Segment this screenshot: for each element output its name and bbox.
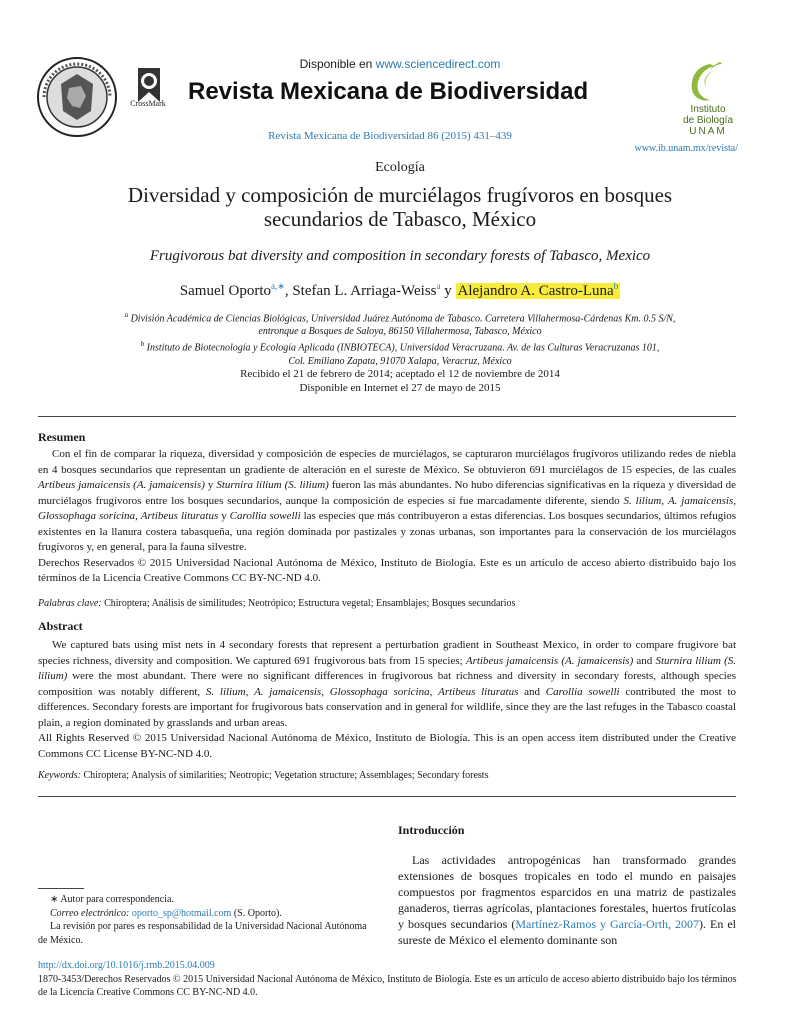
text: , bbox=[429, 685, 439, 698]
article-title-es bbox=[0, 183, 800, 231]
species: Sturnira lilium (S. lilium) bbox=[38, 654, 736, 682]
text: contributed the most to differences. Secondary forests are important for frugivorous bats conservation and in general for wildlife, since they are the last refuges in the Tabasco coastal plain, a region dominated by grasslands and urban areas. bbox=[38, 685, 737, 729]
intro-paragraph bbox=[398, 852, 736, 948]
abstract-paragraph bbox=[38, 638, 736, 731]
abstract-heading: Abstract bbox=[38, 619, 83, 633]
journal-title: Revista Mexicana de Biodiversidad bbox=[188, 78, 589, 105]
keywords-list: Chiroptera; Analysis of similarities; Neotropic; Vegetation structure; Assemblages; Secondary forests bbox=[80, 770, 489, 781]
intro-heading: Introducción bbox=[398, 823, 465, 837]
ib-url-link[interactable]: www.ib.unam.mx/revista/ bbox=[634, 143, 738, 154]
availability-line bbox=[250, 57, 550, 71]
text: y bbox=[218, 510, 230, 522]
instituto-biologia-label bbox=[673, 104, 743, 137]
ib-line-1: Instituto bbox=[690, 104, 726, 115]
availability-prefix: Disponible en bbox=[299, 57, 376, 71]
keywords-label: Palabras clave: bbox=[38, 598, 102, 609]
text: Con el fin de comparar la riqueza, diversidad y composición de especies de murciélagos, se capturaron murciélagos frugívoros utilizando redes de niebla en 4 bosques secundarios que representan un gradiente de alteración en el sureste de México. Se obtuvieron 691 murciélagos de 15 especies, de las cuales bbox=[38, 448, 736, 476]
footnote-star: ∗ bbox=[50, 894, 59, 905]
peer-review-note: La revisión por pares es responsabilidad de la Universidad Nacional Autónoma de México. bbox=[38, 921, 367, 946]
species: Glossophaga soricina bbox=[329, 685, 430, 698]
species: A. jamaicensis bbox=[254, 685, 322, 698]
text: were the most abundant. There were no significant differences in frugivorous bat richness and diversity in secondary forests, although species composition was notably different, bbox=[38, 670, 736, 698]
footer-license: 1870-3453/Derechos Reservados © 2015 Universidad Nacional Autónoma de México, Instituto de Biología. Este es un artículo de acceso abierto distribuido bajo los términos de la Licencia Creative Commons CC BY-NC-ND 4.0. bbox=[38, 974, 737, 998]
ib-line-2: de Biología bbox=[682, 115, 734, 126]
species: S. lilium bbox=[623, 494, 662, 507]
affiliation-b-line1: Instituto de Biotecnología y Ecología Aplicada (INBIOTECA), Universidad Veracruzana. Av. de las Culturas Veracruzanas 101, bbox=[146, 342, 660, 354]
footnotes bbox=[38, 893, 378, 947]
species: Artibeus jamaicensis (A. jamaicensis) bbox=[38, 479, 205, 491]
author-3-sup[interactable]: b bbox=[613, 281, 619, 291]
text: , bbox=[733, 494, 736, 507]
author-2[interactable]: Stefan L. Arriaga-Weiss bbox=[292, 283, 437, 299]
author-1[interactable]: Samuel Oporto bbox=[179, 283, 272, 299]
author-1-sup[interactable]: a,∗ bbox=[271, 281, 285, 291]
crossmark-label: CrossMark bbox=[130, 99, 166, 108]
email-link[interactable]: oporto_sp@hotmail.com bbox=[131, 907, 232, 919]
text: fueron las más abundantes. No hubo diferencias significativas en la riqueza y diversidad de murciélagos frugívoros entre los bosques secundarios, aunque la composición de especies sí fue marcadamente diferente, siendo bbox=[38, 479, 737, 507]
sciencedirect-link[interactable]: www.sciencedirect.com bbox=[375, 57, 501, 71]
keywords-list: Chiroptera; Análisis de similitudes; Neotrópico; Estructura vegetal; Ensamblajes; Bosques secundarios bbox=[101, 598, 516, 609]
footnote-rule bbox=[38, 888, 84, 889]
text: las especies que más contribuyeron a estas diferencias. Los bosques secundarios, últimos refugios existentes en la llanura costera tabasqueña, una región dominada por pastizales y zonas urbanas, son importantes para la conservación de los murciélagos frugívoros y, en general, para la fauna silvestre. bbox=[38, 510, 737, 553]
affiliation-a-line1: División Académica de Ciencias Biológicas, Universidad Juárez Autónoma de Tabasco. Carretera Villahermosa-Cárdenas Km. 0.5 S/N, bbox=[130, 313, 676, 325]
text: y bbox=[204, 479, 217, 491]
species: S. lilium bbox=[205, 685, 246, 698]
text: , bbox=[321, 685, 330, 698]
author-sep: y bbox=[440, 283, 456, 299]
abstract-body bbox=[38, 638, 736, 762]
text: , bbox=[661, 494, 668, 507]
divider-bottom bbox=[38, 796, 736, 797]
title-es-line-1: Diversidad y composición de murciélagos frugívoros en bosques bbox=[127, 183, 673, 207]
affiliation-b-line2: Col. Emiliano Zapata, 91070 Xalapa, Veracruz, México bbox=[288, 355, 512, 367]
journal-citation[interactable]: Revista Mexicana de Biodiversidad 86 (2015) 431–439 bbox=[268, 130, 512, 142]
author-2-sup[interactable]: a bbox=[436, 281, 441, 291]
species: Artibeus lituratus bbox=[438, 685, 519, 698]
email-suffix: (S. Oporto). bbox=[231, 907, 282, 919]
text: , bbox=[245, 685, 255, 698]
online-date: Disponible en Internet el 27 de mayo de 2015 bbox=[299, 382, 501, 394]
affiliation-a bbox=[40, 309, 760, 325]
species: Carollia sowelli bbox=[229, 510, 301, 522]
species: Artibeus jamaicensis (A. jamaicensis) bbox=[465, 654, 634, 667]
abstract-keywords bbox=[38, 770, 488, 781]
authors-line bbox=[0, 281, 800, 300]
corresponding-author-note bbox=[38, 893, 378, 907]
affiliations bbox=[40, 309, 760, 368]
resumen-paragraph bbox=[38, 447, 736, 556]
resumen-body bbox=[38, 447, 736, 587]
intro-text: Las actividades antropogénicas han transformado grandes extensiones de bosques tropicales en todo el mundo en paisajes compuestos por fragmentos esparcidos en una matriz de pastizales ganaderos, tierras agrícolas, plantaciones forestales, huertos frutícolas y bosques secundarios ( bbox=[398, 853, 736, 931]
affiliation-b-sup: b bbox=[140, 340, 145, 349]
article-title-en: Frugivorous bat diversity and composition in secondary forests of Tabasco, Mexico bbox=[149, 248, 651, 264]
email-note bbox=[38, 907, 378, 921]
resumen-heading: Resumen bbox=[38, 430, 86, 444]
abstract-rights: All Rights Reserved © 2015 Universidad Nacional Autónoma de México, Instituto de Biología. This is an open access item distributed under the Creative Commons CC License BY-NC-ND 4.0. bbox=[38, 732, 736, 760]
affiliation-a-sup: a bbox=[124, 311, 129, 319]
instituto-biologia-logo-icon bbox=[680, 60, 730, 104]
citation-link[interactable]: Martínez-Ramos y García-Orth, 2007 bbox=[515, 917, 699, 931]
author-sep: , bbox=[284, 283, 293, 299]
species: Artibeus lituratus bbox=[140, 510, 219, 522]
resumen-keywords bbox=[38, 598, 515, 609]
divider-top bbox=[38, 416, 736, 417]
section-label: Ecología bbox=[375, 160, 425, 175]
text: We captured bats using mist nets in 4 secondary forests that represent a perturbation gradient in Southeast Mexico, in order to compare frugivore bat species richness, diversity and composition. We captured 691 frugivorous bats from 15 species; bbox=[38, 639, 736, 667]
species: Glossophaga soricina bbox=[38, 510, 136, 522]
affiliation-b bbox=[40, 338, 760, 354]
keywords-label: Keywords: bbox=[38, 770, 81, 781]
title-es-line-2: secundarios de Tabasco, México bbox=[263, 207, 537, 231]
author-3[interactable]: Alejandro A. Castro-Luna bbox=[457, 283, 614, 299]
email-label: Correo electrónico: bbox=[50, 907, 130, 919]
text: and bbox=[518, 685, 546, 698]
text: , bbox=[135, 510, 141, 522]
resumen-rights: Derechos Reservados © 2015 Universidad Nacional Autónoma de México, Instituto de Biología. Este es un artículo de acceso abierto distribuido bajo los términos de la Licencia Creative Commons CC BY-NC-ND 4.0. bbox=[38, 556, 736, 584]
species: Sturnira lilium (S. lilium) bbox=[216, 479, 329, 491]
corr-text: Autor para correspondencia. bbox=[58, 894, 174, 905]
intro-text-2: ). En el sureste de México el elemento dominante son bbox=[398, 917, 736, 947]
dates bbox=[0, 367, 800, 395]
species: A. jamaicensis bbox=[667, 494, 734, 507]
doi-link[interactable]: http://dx.doi.org/10.1016/j.rmb.2015.04.009 bbox=[38, 960, 215, 971]
received-date: Recibido el 21 de febrero de 2014; aceptado el 12 de noviembre de 2014 bbox=[240, 368, 560, 380]
species: Carollia sowelli bbox=[545, 685, 620, 698]
text: and bbox=[633, 654, 656, 667]
ib-line-3: UNAM bbox=[689, 126, 727, 137]
affiliation-a-line2: entronque a Bosques de Saloya, 86150 Villahermosa, Tabasco, México bbox=[258, 326, 542, 338]
unam-seal bbox=[36, 56, 118, 138]
